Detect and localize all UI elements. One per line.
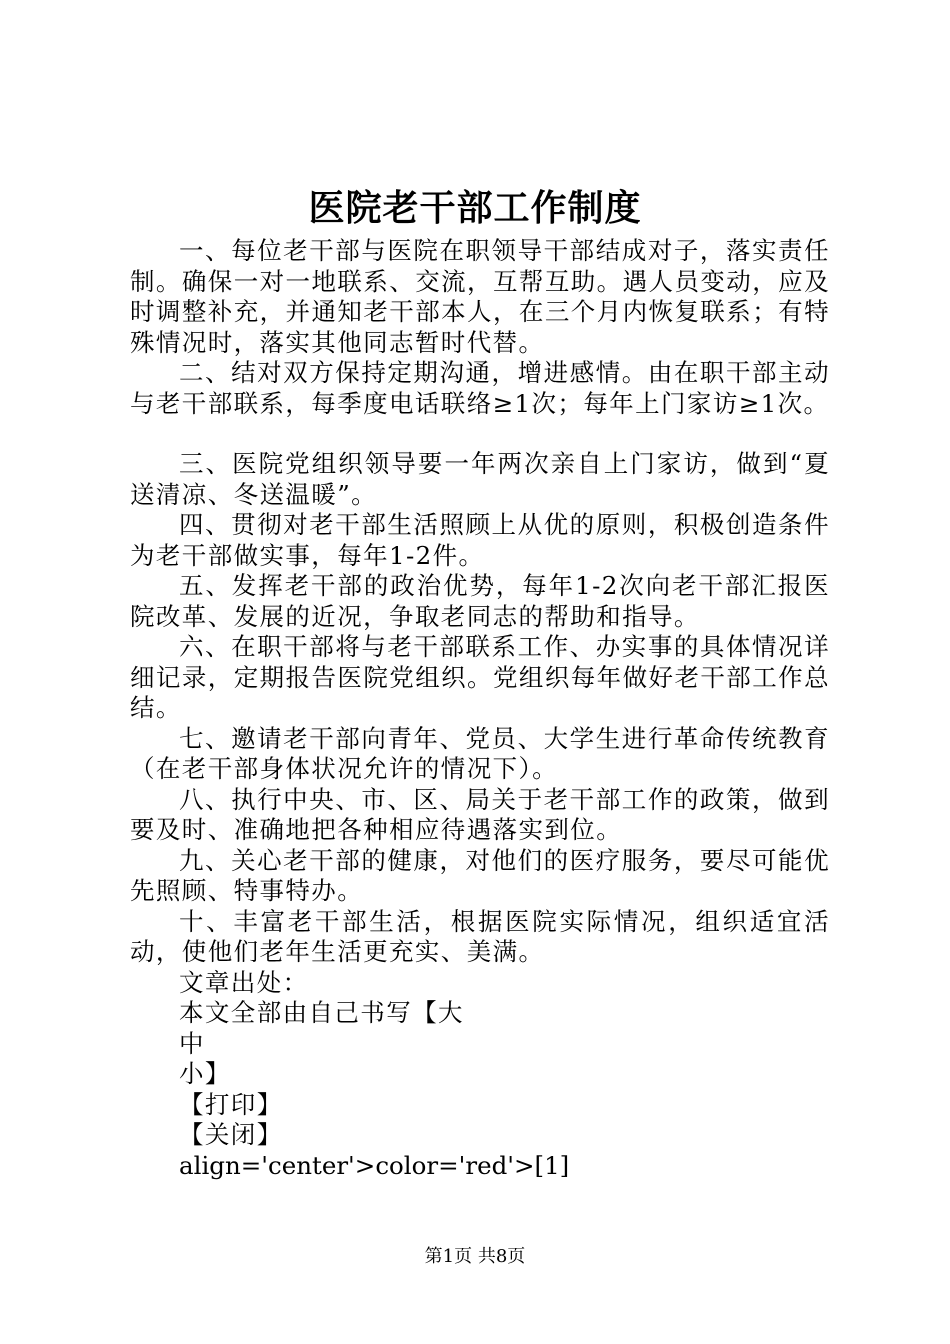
page-footer: 第1页 共8页 [424, 1246, 526, 1267]
paragraph-5: 五、发挥老干部的政治优势，每年1-2次向老干部汇报医院改革、发展的近况，争取老同志的帮助和指导。 [130, 571, 830, 631]
paragraph-6: 六、在职干部将与老干部联系工作、办实事的具体情况详细记录，定期报告医院党组织。党组织每年做好老干部工作总结。 [130, 632, 830, 722]
close-label[interactable]: 【关闭】 [179, 1120, 283, 1149]
stray-code-text: align='center'>color='red'>[1] [179, 1150, 570, 1180]
font-size-small-label[interactable]: 小】 [179, 1059, 231, 1088]
paragraph-9: 九、关心老干部的健康，对他们的医疗服务，要尽可能优先照顾、特事特办。 [130, 845, 830, 905]
paragraph-3: 三、医院党组织领导要一年两次亲自上门家访，做到“夏送清凉、冬送温暖”。 [130, 449, 830, 509]
paragraph-4: 四、贯彻对老干部生活照顾上从优的原则，积极创造条件为老干部做实事，每年1-2件。 [130, 510, 830, 570]
page-title: 医院老干部工作制度 [308, 187, 642, 229]
paragraph-8: 八、执行中央、市、区、局关于老干部工作的政策，做到要及时、准确地把各种相应待遇落实到位。 [130, 784, 830, 844]
source-label: 文章出处： [179, 967, 309, 997]
paragraph-1: 一、每位老干部与医院在职领导干部结成对子，落实责任制。确保一对一地联系、交流，互帮互助。遇人员变动，应及时调整补充，并通知老干部本人，在三个月内恢复联系；有特殊情况时，落实其他同志暂时代替。 [130, 236, 830, 357]
print-link[interactable] [130, 1090, 830, 1121]
document-body [130, 236, 830, 1181]
paragraph-2: 二、结对双方保持定期沟通，增进感情。由在职干部主动与老干部联系，每季度电话联络≥1次；每年上门家访≥1次。 [130, 358, 830, 418]
paragraph-10: 十、丰富老干部生活，根据医院实际情况，组织适宜活动，使他们老年生活更充实、美满。 [130, 906, 830, 966]
source-text: 本文全部由自己书写【大 [179, 998, 464, 1027]
paragraph-7: 七、邀请老干部向青年、党员、大学生进行革命传统教育（在老干部身体状况允许的情况下）。 [130, 723, 830, 783]
font-size-middle-label[interactable]: 中 [179, 1028, 205, 1058]
close-link[interactable] [130, 1120, 830, 1151]
font-size-small-link[interactable] [130, 1059, 830, 1090]
print-label[interactable]: 【打印】 [179, 1089, 283, 1119]
font-size-middle-link[interactable] [130, 1029, 830, 1060]
